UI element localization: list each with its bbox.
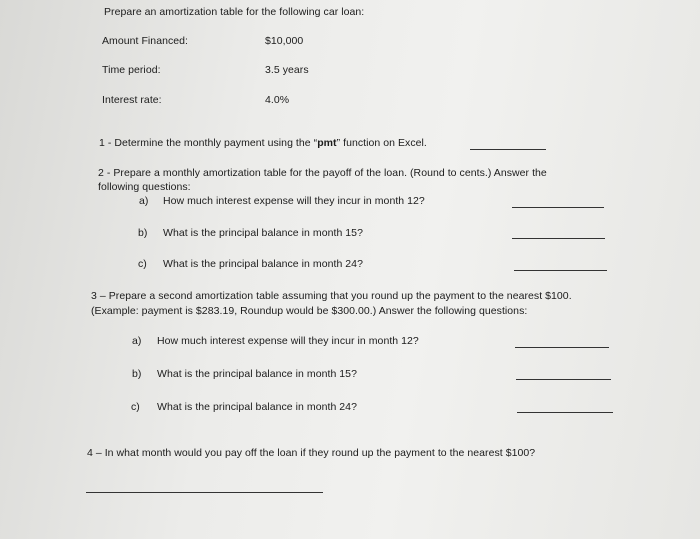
amount-financed-value: $10,000 — [265, 35, 304, 47]
question-2c-text: What is the principal balance in month 24? — [163, 258, 363, 270]
answer-line-2b[interactable] — [512, 238, 605, 239]
question-3a-text: How much interest expense will they incur in month 12? — [157, 335, 419, 347]
time-period-value: 3.5 years — [265, 64, 309, 76]
question-3c-text: What is the principal balance in month 24? — [157, 401, 357, 413]
question-1 — [99, 137, 427, 149]
question-3-line-1: 3 – Prepare a second amortization table assuming that you round up the payment to the nearest $100. — [91, 290, 572, 302]
question-3b-letter: b) — [132, 368, 142, 380]
answer-line-3b[interactable] — [516, 379, 611, 380]
question-1-bold: pmt — [317, 137, 337, 149]
question-3b-text: What is the principal balance in month 15? — [157, 368, 357, 380]
amount-financed-label: Amount Financed: — [102, 35, 189, 47]
question-3a-letter: a) — [132, 335, 142, 347]
question-3c-letter: c) — [131, 401, 140, 413]
question-1-text-after: ” function on Excel. — [336, 137, 427, 149]
question-2a-text: How much interest expense will they incur in month 12? — [163, 195, 425, 207]
question-1-text-before: 1 - Determine the monthly payment using the “ — [99, 137, 318, 149]
worksheet-title: Prepare an amortization table for the following car loan: — [104, 6, 365, 18]
question-2-line-2: following questions: — [98, 181, 191, 193]
question-4: 4 – In what month would you pay off the loan if they round up the payment to the nearest $100? — [87, 447, 536, 459]
question-2-line-1: 2 - Prepare a monthly amortization table for the payoff of the loan. (Round to cents.) Answer the — [98, 167, 547, 179]
time-period-label: Time period: — [102, 64, 161, 76]
question-2a-letter: a) — [139, 195, 149, 207]
question-3-line-2: (Example: payment is $283.19, Roundup would be $300.00.) Answer the following questions: — [91, 305, 528, 317]
interest-rate-label: Interest rate: — [102, 94, 162, 106]
answer-line-3c[interactable] — [517, 412, 613, 413]
answer-line-2c[interactable] — [514, 270, 607, 271]
interest-rate-value: 4.0% — [265, 94, 290, 106]
answer-line-2a[interactable] — [512, 207, 604, 208]
question-2b-text: What is the principal balance in month 15? — [163, 227, 363, 239]
answer-line-1[interactable] — [470, 149, 546, 150]
answer-line-3a[interactable] — [515, 347, 609, 348]
question-2c-letter: c) — [138, 258, 147, 270]
question-2b-letter: b) — [138, 227, 148, 239]
answer-line-4[interactable] — [86, 492, 323, 493]
